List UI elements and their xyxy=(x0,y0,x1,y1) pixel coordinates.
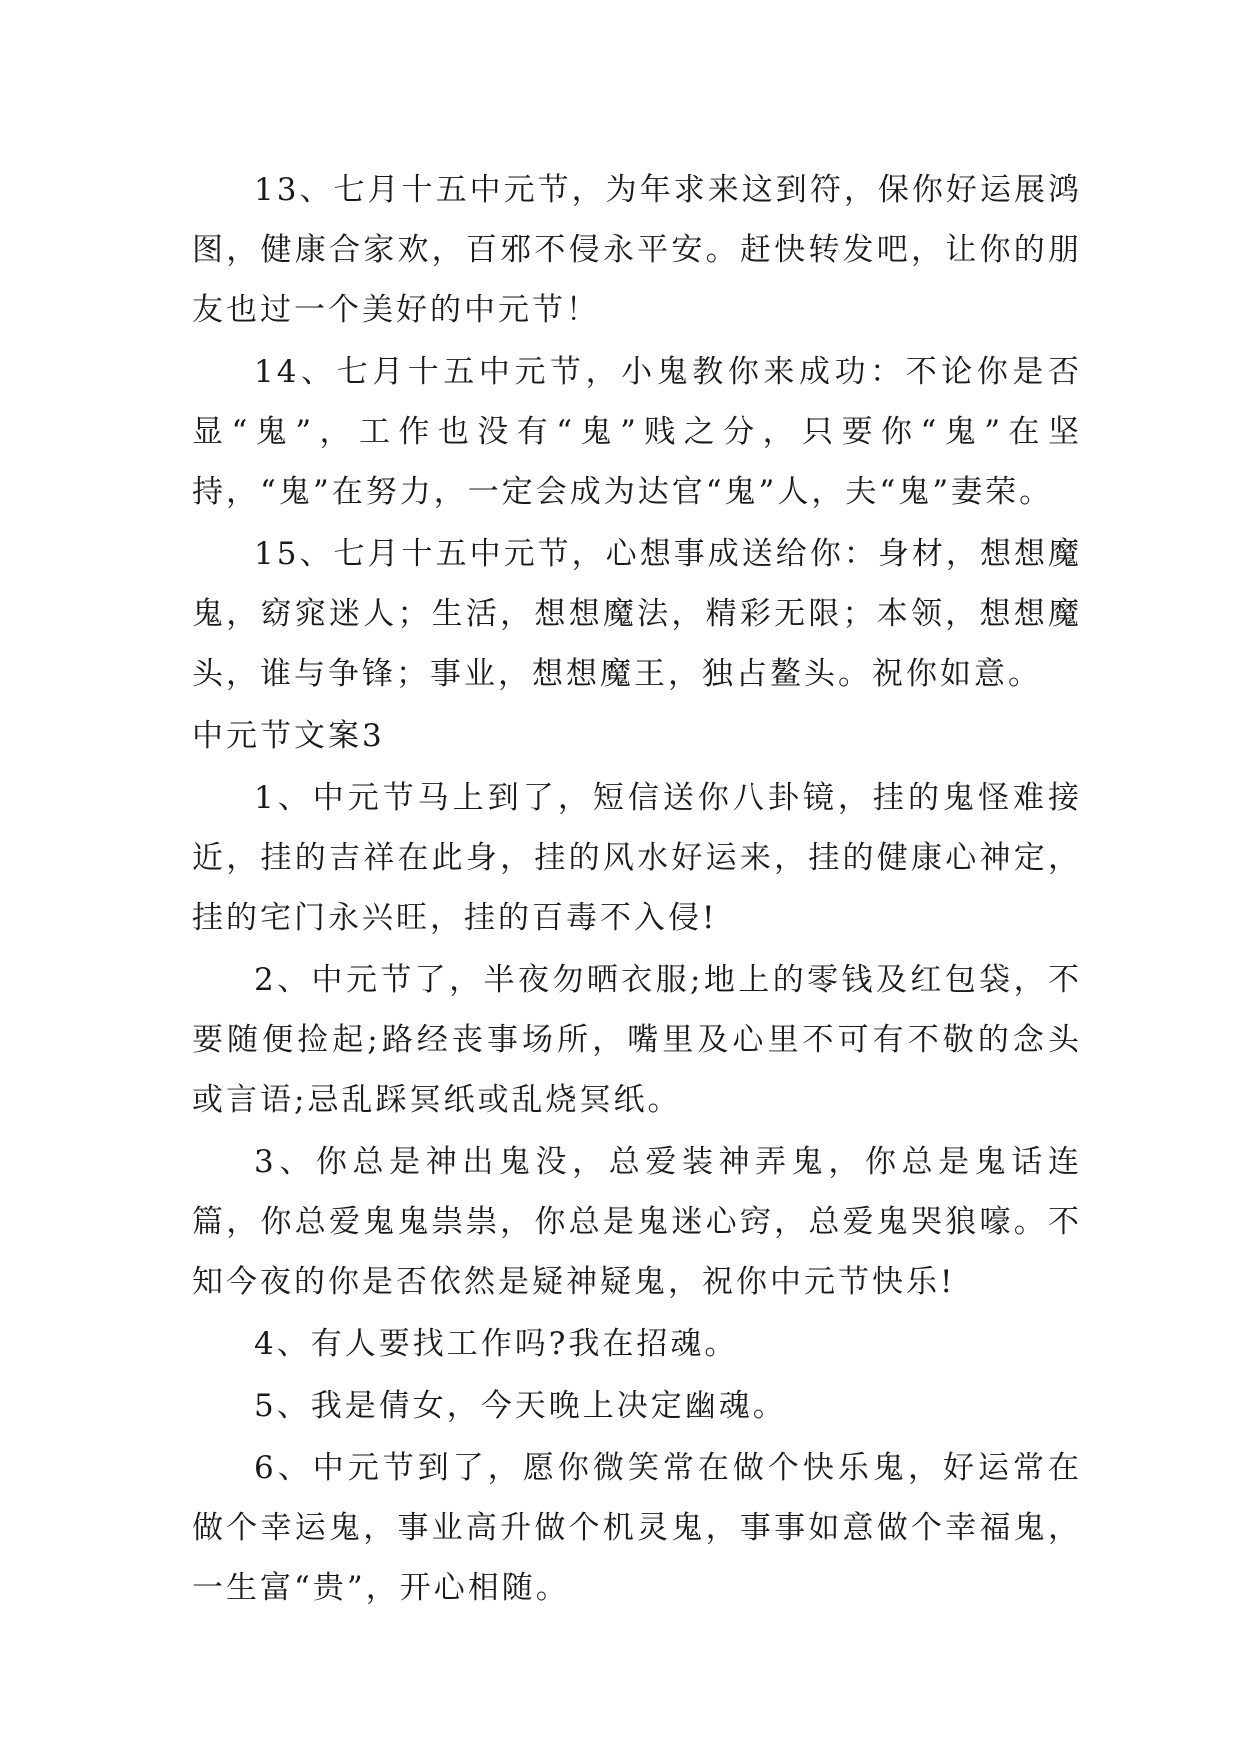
paragraph-2: 2、中元节了，半夜勿晒衣服;地上的零钱及红包袋，不要随便捡起;路经丧事场所，嘴里及心里不可有不敬的念头或言语;忌乱踩冥纸或乱烧冥纸。 xyxy=(192,962,1082,1118)
paragraph-4: 4、有人要找工作吗?我在招魂。 xyxy=(254,1326,739,1362)
paragraph-1: 1、中元节马上到了，短信送你八卦镜，挂的鬼怪难接近，挂的吉祥在此身，挂的风水好运来，挂的健康心神定，挂的宅门永兴旺，挂的百毒不入侵! xyxy=(192,780,1082,936)
paragraph-15: 15、七月十五中元节，心想事成送给你：身材，想想魔鬼，窈窕迷人；生活，想想魔法，精彩无限；本领，想想魔头，谁与争锋；事业，想想魔王，独占鳌头。祝你如意。 xyxy=(192,536,1082,692)
paragraph-6: 6、中元节到了，愿你微笑常在做个快乐鬼，好运常在做个幸运鬼，事业高升做个机灵鬼，事事如意做个幸福鬼，一生富“贵”，开心相随。 xyxy=(192,1450,1082,1606)
paragraph-3: 3、你总是神出鬼没，总爱装神弄鬼，你总是鬼话连篇，你总爱鬼鬼祟祟，你总是鬼迷心窍，总爱鬼哭狼嚎。不知今夜的你是否依然是疑神疑鬼，祝你中元节快乐! xyxy=(192,1144,1082,1300)
document-body xyxy=(192,160,1082,1620)
paragraph-13: 13、七月十五中元节，为年求来这到符，保你好运展鸿图，健康合家欢，百邪不侵永平安。赶快转发吧，让你的朋友也过一个美好的中元节！ xyxy=(192,172,1082,328)
section-heading: 中元节文案3 xyxy=(192,718,385,754)
paragraph-5: 5、我是倩女，今天晚上决定幽魂。 xyxy=(254,1388,787,1424)
paragraph-14: 14、七月十五中元节，小鬼教你来成功：不论你是否显“鬼”，工作也没有“鬼”贱之分，只要你“鬼”在坚持，“鬼”在努力，一定会成为达官“鬼”人，夫“鬼”妻荣。 xyxy=(192,354,1082,510)
